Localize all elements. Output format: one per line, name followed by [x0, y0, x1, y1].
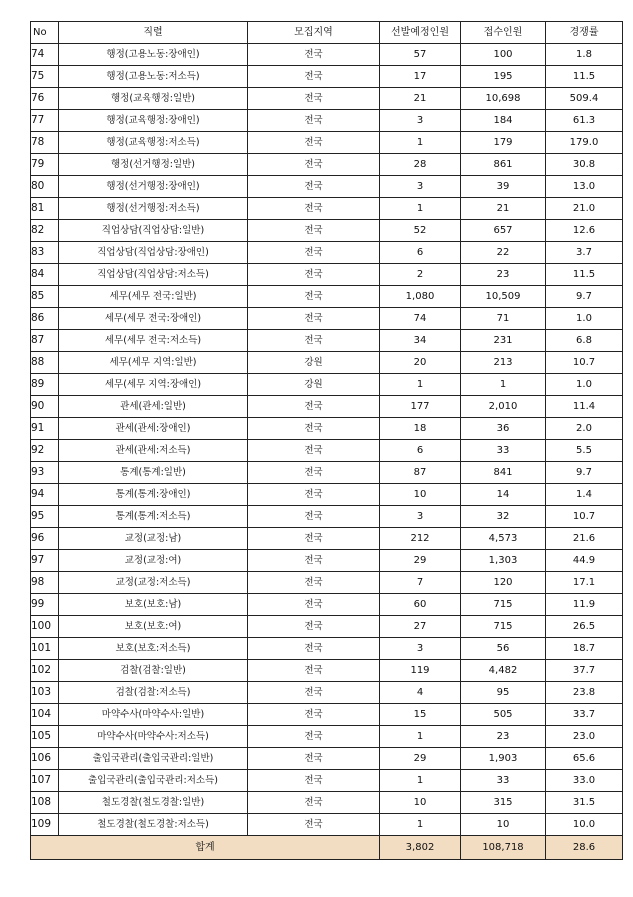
cell-position: 보호(보호:여) — [59, 616, 248, 638]
cell-ratio: 18.7 — [546, 638, 623, 660]
cell-region: 전국 — [248, 814, 380, 836]
cell-region: 전국 — [248, 176, 380, 198]
cell-ratio: 1.0 — [546, 374, 623, 396]
cell-applicants: 10,509 — [461, 286, 546, 308]
cell-no: 107 — [31, 770, 59, 792]
cell-ratio: 3.7 — [546, 242, 623, 264]
cell-no: 83 — [31, 242, 59, 264]
table-row — [31, 572, 623, 594]
cell-applicants: 10,698 — [461, 88, 546, 110]
cell-ratio: 65.6 — [546, 748, 623, 770]
cell-region: 전국 — [248, 704, 380, 726]
cell-position: 관세(관세:일반) — [59, 396, 248, 418]
cell-no: 96 — [31, 528, 59, 550]
cell-region: 전국 — [248, 792, 380, 814]
cell-position: 행정(고용노동:저소득) — [59, 66, 248, 88]
table-row — [31, 418, 623, 440]
cell-region: 전국 — [248, 44, 380, 66]
cell-ratio: 33.0 — [546, 770, 623, 792]
cell-applicants: 231 — [461, 330, 546, 352]
cell-planned: 10 — [380, 792, 461, 814]
cell-position: 출입국관리(출입국관리:일반) — [59, 748, 248, 770]
cell-no: 105 — [31, 726, 59, 748]
cell-planned: 10 — [380, 484, 461, 506]
cell-position: 교정(교정:저소득) — [59, 572, 248, 594]
total-applicants: 108,718 — [461, 836, 546, 860]
header-no: No — [31, 22, 59, 44]
table-row — [31, 396, 623, 418]
cell-ratio: 11.9 — [546, 594, 623, 616]
cell-region: 전국 — [248, 110, 380, 132]
cell-region: 전국 — [248, 132, 380, 154]
cell-ratio: 9.7 — [546, 286, 623, 308]
cell-no: 78 — [31, 132, 59, 154]
cell-position: 철도경찰(철도경찰:저소득) — [59, 814, 248, 836]
cell-position: 행정(교육행정:일반) — [59, 88, 248, 110]
cell-position: 행정(선거행정:저소득) — [59, 198, 248, 220]
cell-planned: 1 — [380, 814, 461, 836]
cell-no: 82 — [31, 220, 59, 242]
header-position: 직렬 — [59, 22, 248, 44]
cell-region: 전국 — [248, 88, 380, 110]
cell-region: 전국 — [248, 682, 380, 704]
cell-no: 98 — [31, 572, 59, 594]
cell-applicants: 100 — [461, 44, 546, 66]
cell-position: 직업상담(직업상담:장애인) — [59, 242, 248, 264]
cell-position: 마약수사(마약수사:일반) — [59, 704, 248, 726]
cell-ratio: 31.5 — [546, 792, 623, 814]
cell-region: 전국 — [248, 264, 380, 286]
cell-no: 106 — [31, 748, 59, 770]
cell-planned: 1,080 — [380, 286, 461, 308]
cell-planned: 6 — [380, 440, 461, 462]
cell-region: 전국 — [248, 594, 380, 616]
cell-applicants: 213 — [461, 352, 546, 374]
header-row — [31, 22, 623, 44]
cell-no: 88 — [31, 352, 59, 374]
cell-applicants: 39 — [461, 176, 546, 198]
cell-applicants: 841 — [461, 462, 546, 484]
table-row — [31, 440, 623, 462]
cell-ratio: 61.3 — [546, 110, 623, 132]
cell-no: 81 — [31, 198, 59, 220]
cell-applicants: 1,303 — [461, 550, 546, 572]
cell-ratio: 23.0 — [546, 726, 623, 748]
cell-position: 마약수사(마약수사:저소득) — [59, 726, 248, 748]
table-row — [31, 770, 623, 792]
table-row — [31, 308, 623, 330]
cell-ratio: 11.5 — [546, 66, 623, 88]
table-row — [31, 220, 623, 242]
cell-planned: 34 — [380, 330, 461, 352]
table-row — [31, 726, 623, 748]
cell-region: 전국 — [248, 770, 380, 792]
cell-ratio: 33.7 — [546, 704, 623, 726]
cell-position: 직업상담(직업상담:저소득) — [59, 264, 248, 286]
cell-no: 102 — [31, 660, 59, 682]
cell-no: 89 — [31, 374, 59, 396]
cell-no: 80 — [31, 176, 59, 198]
cell-no: 85 — [31, 286, 59, 308]
cell-region: 전국 — [248, 726, 380, 748]
table-row — [31, 792, 623, 814]
cell-applicants: 22 — [461, 242, 546, 264]
cell-planned: 3 — [380, 506, 461, 528]
cell-no: 87 — [31, 330, 59, 352]
cell-position: 세무(세무 전국:저소득) — [59, 330, 248, 352]
cell-planned: 1 — [380, 770, 461, 792]
cell-region: 전국 — [248, 616, 380, 638]
cell-ratio: 509.4 — [546, 88, 623, 110]
table-row — [31, 242, 623, 264]
cell-ratio: 21.0 — [546, 198, 623, 220]
cell-position: 철도경찰(철도경찰:일반) — [59, 792, 248, 814]
cell-applicants: 505 — [461, 704, 546, 726]
cell-region: 전국 — [248, 418, 380, 440]
cell-applicants: 33 — [461, 440, 546, 462]
cell-region: 강원 — [248, 352, 380, 374]
cell-no: 75 — [31, 66, 59, 88]
table-row — [31, 66, 623, 88]
cell-planned: 3 — [380, 110, 461, 132]
cell-ratio: 1.0 — [546, 308, 623, 330]
table-row — [31, 286, 623, 308]
total-planned: 3,802 — [380, 836, 461, 860]
header-ratio: 경쟁률 — [546, 22, 623, 44]
cell-no: 109 — [31, 814, 59, 836]
cell-region: 전국 — [248, 550, 380, 572]
cell-applicants: 32 — [461, 506, 546, 528]
cell-planned: 15 — [380, 704, 461, 726]
cell-applicants: 10 — [461, 814, 546, 836]
cell-position: 행정(교육행정:장애인) — [59, 110, 248, 132]
cell-applicants: 1 — [461, 374, 546, 396]
cell-applicants: 2,010 — [461, 396, 546, 418]
cell-ratio: 6.8 — [546, 330, 623, 352]
cell-region: 전국 — [248, 484, 380, 506]
table-row — [31, 330, 623, 352]
cell-no: 100 — [31, 616, 59, 638]
cell-applicants: 120 — [461, 572, 546, 594]
cell-ratio: 11.5 — [546, 264, 623, 286]
cell-no: 103 — [31, 682, 59, 704]
cell-ratio: 13.0 — [546, 176, 623, 198]
cell-applicants: 315 — [461, 792, 546, 814]
cell-no: 104 — [31, 704, 59, 726]
cell-region: 전국 — [248, 220, 380, 242]
cell-ratio: 21.6 — [546, 528, 623, 550]
cell-position: 검찰(검찰:저소득) — [59, 682, 248, 704]
cell-no: 108 — [31, 792, 59, 814]
cell-ratio: 5.5 — [546, 440, 623, 462]
cell-region: 전국 — [248, 286, 380, 308]
cell-planned: 2 — [380, 264, 461, 286]
cell-planned: 57 — [380, 44, 461, 66]
cell-ratio: 44.9 — [546, 550, 623, 572]
cell-planned: 29 — [380, 748, 461, 770]
cell-position: 관세(관세:장애인) — [59, 418, 248, 440]
cell-planned: 3 — [380, 176, 461, 198]
cell-ratio: 10.7 — [546, 352, 623, 374]
cell-planned: 20 — [380, 352, 461, 374]
table-row — [31, 462, 623, 484]
table-row — [31, 506, 623, 528]
cell-planned: 52 — [380, 220, 461, 242]
cell-no: 86 — [31, 308, 59, 330]
total-label: 합계 — [31, 836, 380, 860]
cell-position: 세무(세무 지역:일반) — [59, 352, 248, 374]
cell-planned: 6 — [380, 242, 461, 264]
cell-ratio: 179.0 — [546, 132, 623, 154]
cell-region: 전국 — [248, 198, 380, 220]
cell-no: 95 — [31, 506, 59, 528]
table-row — [31, 814, 623, 836]
cell-no: 99 — [31, 594, 59, 616]
table-row — [31, 154, 623, 176]
cell-planned: 177 — [380, 396, 461, 418]
cell-applicants: 861 — [461, 154, 546, 176]
cell-position: 관세(관세:저소득) — [59, 440, 248, 462]
cell-ratio: 30.8 — [546, 154, 623, 176]
cell-applicants: 715 — [461, 616, 546, 638]
cell-planned: 1 — [380, 198, 461, 220]
cell-planned: 28 — [380, 154, 461, 176]
table-row — [31, 352, 623, 374]
cell-no: 92 — [31, 440, 59, 462]
cell-no: 84 — [31, 264, 59, 286]
cell-planned: 29 — [380, 550, 461, 572]
cell-region: 전국 — [248, 528, 380, 550]
table-row — [31, 594, 623, 616]
cell-position: 행정(고용노동:장애인) — [59, 44, 248, 66]
cell-region: 전국 — [248, 440, 380, 462]
cell-no: 76 — [31, 88, 59, 110]
cell-planned: 3 — [380, 638, 461, 660]
cell-ratio: 26.5 — [546, 616, 623, 638]
total-ratio: 28.6 — [546, 836, 623, 860]
cell-position: 행정(선거행정:장애인) — [59, 176, 248, 198]
cell-position: 세무(세무 전국:일반) — [59, 286, 248, 308]
cell-applicants: 657 — [461, 220, 546, 242]
table-row — [31, 110, 623, 132]
cell-position: 행정(선거행정:일반) — [59, 154, 248, 176]
cell-applicants: 23 — [461, 726, 546, 748]
table-row — [31, 682, 623, 704]
table-row — [31, 132, 623, 154]
cell-planned: 87 — [380, 462, 461, 484]
cell-position: 세무(세무 전국:장애인) — [59, 308, 248, 330]
cell-applicants: 33 — [461, 770, 546, 792]
table-row — [31, 176, 623, 198]
cell-planned: 1 — [380, 374, 461, 396]
cell-position: 출입국관리(출입국관리:저소득) — [59, 770, 248, 792]
table-row — [31, 528, 623, 550]
cell-ratio: 37.7 — [546, 660, 623, 682]
cell-ratio: 10.7 — [546, 506, 623, 528]
cell-ratio: 23.8 — [546, 682, 623, 704]
cell-region: 강원 — [248, 374, 380, 396]
cell-region: 전국 — [248, 748, 380, 770]
cell-applicants: 4,573 — [461, 528, 546, 550]
cell-applicants: 195 — [461, 66, 546, 88]
cell-planned: 74 — [380, 308, 461, 330]
cell-position: 보호(보호:남) — [59, 594, 248, 616]
cell-applicants: 36 — [461, 418, 546, 440]
cell-ratio: 9.7 — [546, 462, 623, 484]
cell-region: 전국 — [248, 330, 380, 352]
cell-position: 보호(보호:저소득) — [59, 638, 248, 660]
cell-planned: 7 — [380, 572, 461, 594]
cell-region: 전국 — [248, 308, 380, 330]
cell-ratio: 11.4 — [546, 396, 623, 418]
cell-region: 전국 — [248, 572, 380, 594]
table-row — [31, 88, 623, 110]
table-row — [31, 660, 623, 682]
cell-position: 통계(통계:일반) — [59, 462, 248, 484]
table-row — [31, 638, 623, 660]
table-row — [31, 704, 623, 726]
cell-position: 세무(세무 지역:장애인) — [59, 374, 248, 396]
cell-region: 전국 — [248, 462, 380, 484]
cell-planned: 1 — [380, 132, 461, 154]
cell-position: 교정(교정:여) — [59, 550, 248, 572]
cell-applicants: 1,903 — [461, 748, 546, 770]
recruitment-table — [30, 21, 623, 860]
cell-applicants: 56 — [461, 638, 546, 660]
cell-ratio: 10.0 — [546, 814, 623, 836]
header-region: 모집지역 — [248, 22, 380, 44]
table-row — [31, 484, 623, 506]
cell-applicants: 23 — [461, 264, 546, 286]
cell-planned: 18 — [380, 418, 461, 440]
cell-ratio: 12.6 — [546, 220, 623, 242]
cell-planned: 17 — [380, 66, 461, 88]
cell-no: 101 — [31, 638, 59, 660]
cell-no: 93 — [31, 462, 59, 484]
table-row — [31, 748, 623, 770]
cell-applicants: 179 — [461, 132, 546, 154]
cell-no: 97 — [31, 550, 59, 572]
cell-planned: 212 — [380, 528, 461, 550]
cell-applicants: 71 — [461, 308, 546, 330]
cell-applicants: 95 — [461, 682, 546, 704]
table-row — [31, 264, 623, 286]
cell-planned: 119 — [380, 660, 461, 682]
cell-no: 77 — [31, 110, 59, 132]
cell-region: 전국 — [248, 66, 380, 88]
cell-planned: 60 — [380, 594, 461, 616]
cell-applicants: 715 — [461, 594, 546, 616]
cell-region: 전국 — [248, 638, 380, 660]
cell-position: 통계(통계:장애인) — [59, 484, 248, 506]
cell-region: 전국 — [248, 242, 380, 264]
cell-planned: 4 — [380, 682, 461, 704]
cell-ratio: 17.1 — [546, 572, 623, 594]
cell-region: 전국 — [248, 506, 380, 528]
table-row — [31, 550, 623, 572]
header-applicants: 접수인원 — [461, 22, 546, 44]
cell-no: 94 — [31, 484, 59, 506]
cell-applicants: 14 — [461, 484, 546, 506]
cell-position: 검찰(검찰:일반) — [59, 660, 248, 682]
cell-planned: 27 — [380, 616, 461, 638]
cell-ratio: 1.8 — [546, 44, 623, 66]
cell-no: 74 — [31, 44, 59, 66]
cell-region: 전국 — [248, 660, 380, 682]
table-row — [31, 374, 623, 396]
cell-ratio: 2.0 — [546, 418, 623, 440]
table-row — [31, 198, 623, 220]
cell-planned: 1 — [380, 726, 461, 748]
cell-no: 90 — [31, 396, 59, 418]
header-planned: 선발예정인원 — [380, 22, 461, 44]
total-row — [31, 836, 623, 860]
table-row — [31, 44, 623, 66]
cell-no: 91 — [31, 418, 59, 440]
cell-applicants: 4,482 — [461, 660, 546, 682]
cell-applicants: 184 — [461, 110, 546, 132]
cell-position: 통계(통계:저소득) — [59, 506, 248, 528]
cell-no: 79 — [31, 154, 59, 176]
cell-position: 행정(교육행정:저소득) — [59, 132, 248, 154]
cell-position: 교정(교정:남) — [59, 528, 248, 550]
cell-applicants: 21 — [461, 198, 546, 220]
cell-planned: 21 — [380, 88, 461, 110]
cell-region: 전국 — [248, 396, 380, 418]
table-body — [31, 44, 623, 836]
cell-position: 직업상담(직업상담:일반) — [59, 220, 248, 242]
cell-ratio: 1.4 — [546, 484, 623, 506]
cell-region: 전국 — [248, 154, 380, 176]
table-row — [31, 616, 623, 638]
